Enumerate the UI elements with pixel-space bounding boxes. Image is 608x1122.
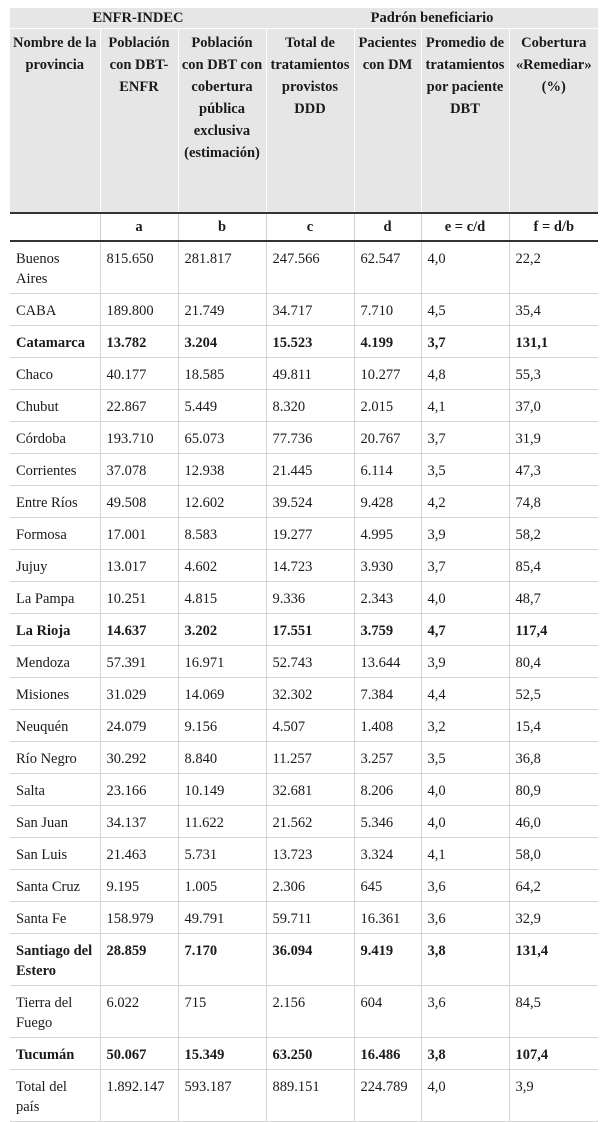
cell-cobertura: 58,0 (509, 838, 598, 870)
cell-provincia: San Luis (10, 838, 100, 870)
table-row (10, 241, 598, 294)
cell-promedio: 4,1 (421, 390, 509, 422)
table-row (10, 294, 598, 326)
cell-poblacion-cobertura: 14.069 (178, 678, 266, 710)
cell-promedio: 4,0 (421, 241, 509, 294)
cell-pacientes: 9.428 (354, 486, 421, 518)
table-row (10, 550, 598, 582)
table-body (10, 241, 598, 1122)
group-header-enfr: ENFR-INDEC (10, 8, 266, 29)
cell-tratamientos: 49.811 (266, 358, 354, 390)
cell-poblacion-dbt: 10.251 (100, 582, 178, 614)
cell-tratamientos: 17.551 (266, 614, 354, 646)
cell-promedio: 3,6 (421, 986, 509, 1038)
cell-promedio: 4,8 (421, 358, 509, 390)
cell-pacientes: 7.384 (354, 678, 421, 710)
cell-provincia: Neuquén (10, 710, 100, 742)
column-header-poblacion-cobertura: Población con DBT con cobertura pública exclusiva (estimación) (178, 29, 266, 214)
cell-cobertura: 15,4 (509, 710, 598, 742)
cell-poblacion-dbt: 13.782 (100, 326, 178, 358)
cell-pacientes: 16.486 (354, 1038, 421, 1070)
cell-pacientes: 604 (354, 986, 421, 1038)
cell-poblacion-dbt: 9.195 (100, 870, 178, 902)
cell-provincia: Entre Ríos (10, 486, 100, 518)
cell-poblacion-cobertura: 12.602 (178, 486, 266, 518)
cell-provincia: Tierra del Fuego (10, 986, 100, 1038)
table-row (10, 518, 598, 550)
cell-tratamientos: 21.445 (266, 454, 354, 486)
cell-pacientes: 3.257 (354, 742, 421, 774)
cell-poblacion-dbt: 30.292 (100, 742, 178, 774)
cell-provincia: La Rioja (10, 614, 100, 646)
cell-promedio: 4,1 (421, 838, 509, 870)
table-row (10, 806, 598, 838)
cell-poblacion-dbt: 34.137 (100, 806, 178, 838)
column-header-tratamientos: Total de tratamientos provistos DDD (266, 29, 354, 214)
cell-poblacion-cobertura: 8.583 (178, 518, 266, 550)
cell-promedio: 3,7 (421, 550, 509, 582)
table-row (10, 1038, 598, 1070)
cell-tratamientos: 14.723 (266, 550, 354, 582)
cell-poblacion-dbt: 24.079 (100, 710, 178, 742)
cell-provincia: Misiones (10, 678, 100, 710)
column-header-pacientes: Pacientes con DM (354, 29, 421, 214)
cell-pacientes: 2.343 (354, 582, 421, 614)
cell-tratamientos: 9.336 (266, 582, 354, 614)
cell-provincia: Santiago del Estero (10, 934, 100, 986)
group-header-padron: Padrón beneficiario (266, 8, 598, 29)
cell-tratamientos: 39.524 (266, 486, 354, 518)
cell-poblacion-cobertura: 8.840 (178, 742, 266, 774)
table-row (10, 326, 598, 358)
table-row (10, 614, 598, 646)
cell-provincia: Santa Cruz (10, 870, 100, 902)
letter-header: d (354, 213, 421, 241)
cell-poblacion-cobertura: 18.585 (178, 358, 266, 390)
cell-tratamientos: 32.681 (266, 774, 354, 806)
column-header-poblacion-dbt: Población con DBT-ENFR (100, 29, 178, 214)
cell-poblacion-cobertura: 4.815 (178, 582, 266, 614)
cell-poblacion-dbt: 23.166 (100, 774, 178, 806)
cell-pacientes: 16.361 (354, 902, 421, 934)
cell-tratamientos: 2.306 (266, 870, 354, 902)
cell-cobertura: 55,3 (509, 358, 598, 390)
cell-cobertura: 36,8 (509, 742, 598, 774)
cell-pacientes: 1.408 (354, 710, 421, 742)
cell-tratamientos: 52.743 (266, 646, 354, 678)
table-row (10, 358, 598, 390)
letter-header: c (266, 213, 354, 241)
cell-pacientes: 224.789 (354, 1070, 421, 1122)
data-table (10, 8, 598, 1122)
cell-poblacion-cobertura: 16.971 (178, 646, 266, 678)
cell-cobertura: 35,4 (509, 294, 598, 326)
cell-poblacion-cobertura: 12.938 (178, 454, 266, 486)
table-row (10, 986, 598, 1038)
cell-promedio: 3,8 (421, 1038, 509, 1070)
letter-header (10, 213, 100, 241)
cell-pacientes: 62.547 (354, 241, 421, 294)
cell-poblacion-cobertura: 281.817 (178, 241, 266, 294)
table-row (10, 582, 598, 614)
cell-cobertura: 64,2 (509, 870, 598, 902)
cell-promedio: 4,4 (421, 678, 509, 710)
cell-cobertura: 80,9 (509, 774, 598, 806)
table-row (10, 870, 598, 902)
cell-provincia: CABA (10, 294, 100, 326)
cell-poblacion-cobertura: 5.731 (178, 838, 266, 870)
cell-poblacion-cobertura: 7.170 (178, 934, 266, 986)
cell-cobertura: 80,4 (509, 646, 598, 678)
table-row (10, 710, 598, 742)
cell-pacientes: 3.759 (354, 614, 421, 646)
cell-tratamientos: 63.250 (266, 1038, 354, 1070)
cell-poblacion-dbt: 28.859 (100, 934, 178, 986)
cell-pacientes: 645 (354, 870, 421, 902)
group-header-row (10, 8, 598, 29)
cell-provincia: Salta (10, 774, 100, 806)
cell-pacientes: 3.324 (354, 838, 421, 870)
table-row (10, 454, 598, 486)
cell-tratamientos: 21.562 (266, 806, 354, 838)
cell-promedio: 4,5 (421, 294, 509, 326)
cell-tratamientos: 247.566 (266, 241, 354, 294)
cell-pacientes: 4.995 (354, 518, 421, 550)
cell-cobertura: 48,7 (509, 582, 598, 614)
cell-cobertura: 22,2 (509, 241, 598, 294)
cell-promedio: 3,9 (421, 518, 509, 550)
cell-poblacion-dbt: 50.067 (100, 1038, 178, 1070)
column-header-cobertura: Cobertura «Remediar» (%) (509, 29, 598, 214)
cell-provincia: Total del país (10, 1070, 100, 1122)
cell-provincia: Corrientes (10, 454, 100, 486)
cell-promedio: 3,7 (421, 326, 509, 358)
cell-provincia: Chubut (10, 390, 100, 422)
cell-tratamientos: 889.151 (266, 1070, 354, 1122)
table-row (10, 646, 598, 678)
cell-tratamientos: 4.507 (266, 710, 354, 742)
cell-cobertura: 3,9 (509, 1070, 598, 1122)
cell-tratamientos: 36.094 (266, 934, 354, 986)
cell-provincia: Buenos Aires (10, 241, 100, 294)
cell-cobertura: 74,8 (509, 486, 598, 518)
cell-cobertura: 131,4 (509, 934, 598, 986)
column-header-row (10, 29, 598, 214)
cell-provincia: Formosa (10, 518, 100, 550)
cell-poblacion-cobertura: 715 (178, 986, 266, 1038)
cell-poblacion-dbt: 815.650 (100, 241, 178, 294)
cell-poblacion-dbt: 193.710 (100, 422, 178, 454)
cell-tratamientos: 2.156 (266, 986, 354, 1038)
table-row (10, 678, 598, 710)
cell-poblacion-cobertura: 21.749 (178, 294, 266, 326)
cell-provincia: Santa Fe (10, 902, 100, 934)
cell-pacientes: 9.419 (354, 934, 421, 986)
cell-poblacion-dbt: 158.979 (100, 902, 178, 934)
cell-promedio: 3,8 (421, 934, 509, 986)
cell-poblacion-dbt: 21.463 (100, 838, 178, 870)
table-row (10, 838, 598, 870)
cell-tratamientos: 34.717 (266, 294, 354, 326)
letter-header: b (178, 213, 266, 241)
cell-provincia: Río Negro (10, 742, 100, 774)
cell-promedio: 3,6 (421, 870, 509, 902)
cell-poblacion-dbt: 37.078 (100, 454, 178, 486)
cell-promedio: 4,0 (421, 806, 509, 838)
cell-pacientes: 4.199 (354, 326, 421, 358)
cell-provincia: Catamarca (10, 326, 100, 358)
cell-provincia: Tucumán (10, 1038, 100, 1070)
letter-header: f = d/b (509, 213, 598, 241)
cell-pacientes: 2.015 (354, 390, 421, 422)
table-row (10, 422, 598, 454)
cell-poblacion-dbt: 13.017 (100, 550, 178, 582)
cell-provincia: Mendoza (10, 646, 100, 678)
cell-poblacion-dbt: 17.001 (100, 518, 178, 550)
cell-provincia: Chaco (10, 358, 100, 390)
cell-promedio: 3,2 (421, 710, 509, 742)
cell-promedio: 3,9 (421, 646, 509, 678)
cell-tratamientos: 8.320 (266, 390, 354, 422)
table-row (10, 1070, 598, 1122)
cell-pacientes: 8.206 (354, 774, 421, 806)
cell-pacientes: 13.644 (354, 646, 421, 678)
cell-cobertura: 46,0 (509, 806, 598, 838)
cell-promedio: 4,7 (421, 614, 509, 646)
cell-promedio: 3,7 (421, 422, 509, 454)
cell-cobertura: 31,9 (509, 422, 598, 454)
table-row (10, 902, 598, 934)
cell-promedio: 3,5 (421, 742, 509, 774)
cell-tratamientos: 77.736 (266, 422, 354, 454)
cell-promedio: 4,0 (421, 1070, 509, 1122)
cell-poblacion-dbt: 14.637 (100, 614, 178, 646)
cell-promedio: 4,0 (421, 774, 509, 806)
cell-tratamientos: 11.257 (266, 742, 354, 774)
cell-provincia: Jujuy (10, 550, 100, 582)
cell-pacientes: 10.277 (354, 358, 421, 390)
cell-poblacion-dbt: 6.022 (100, 986, 178, 1038)
letter-header-row (10, 213, 598, 241)
cell-promedio: 4,2 (421, 486, 509, 518)
cell-cobertura: 131,1 (509, 326, 598, 358)
cell-poblacion-dbt: 40.177 (100, 358, 178, 390)
table-row (10, 934, 598, 986)
cell-provincia: San Juan (10, 806, 100, 838)
table-row (10, 774, 598, 806)
cell-cobertura: 117,4 (509, 614, 598, 646)
cell-poblacion-dbt: 22.867 (100, 390, 178, 422)
cell-poblacion-cobertura: 11.622 (178, 806, 266, 838)
table-row (10, 390, 598, 422)
cell-pacientes: 6.114 (354, 454, 421, 486)
cell-poblacion-cobertura: 4.602 (178, 550, 266, 582)
cell-poblacion-cobertura: 593.187 (178, 1070, 266, 1122)
cell-cobertura: 85,4 (509, 550, 598, 582)
cell-poblacion-cobertura: 3.202 (178, 614, 266, 646)
cell-promedio: 3,6 (421, 902, 509, 934)
cell-cobertura: 32,9 (509, 902, 598, 934)
cell-tratamientos: 13.723 (266, 838, 354, 870)
cell-poblacion-cobertura: 9.156 (178, 710, 266, 742)
cell-poblacion-dbt: 189.800 (100, 294, 178, 326)
cell-poblacion-cobertura: 10.149 (178, 774, 266, 806)
cell-tratamientos: 59.711 (266, 902, 354, 934)
cell-poblacion-cobertura: 49.791 (178, 902, 266, 934)
cell-poblacion-dbt: 57.391 (100, 646, 178, 678)
letter-header: a (100, 213, 178, 241)
cell-cobertura: 37,0 (509, 390, 598, 422)
cell-poblacion-cobertura: 15.349 (178, 1038, 266, 1070)
cell-poblacion-cobertura: 65.073 (178, 422, 266, 454)
table-row (10, 486, 598, 518)
cell-poblacion-cobertura: 5.449 (178, 390, 266, 422)
cell-tratamientos: 15.523 (266, 326, 354, 358)
letter-header: e = c/d (421, 213, 509, 241)
cell-poblacion-dbt: 31.029 (100, 678, 178, 710)
cell-cobertura: 52,5 (509, 678, 598, 710)
cell-poblacion-dbt: 1.892.147 (100, 1070, 178, 1122)
cell-poblacion-cobertura: 1.005 (178, 870, 266, 902)
cell-cobertura: 84,5 (509, 986, 598, 1038)
cell-poblacion-cobertura: 3.204 (178, 326, 266, 358)
cell-tratamientos: 32.302 (266, 678, 354, 710)
cell-promedio: 4,0 (421, 582, 509, 614)
cell-poblacion-dbt: 49.508 (100, 486, 178, 518)
cell-promedio: 3,5 (421, 454, 509, 486)
cell-tratamientos: 19.277 (266, 518, 354, 550)
cell-pacientes: 7.710 (354, 294, 421, 326)
column-header-provincia: Nombre de la provincia (10, 29, 100, 214)
table-row (10, 742, 598, 774)
column-header-promedio: Promedio de tratamientos por paciente DBT (421, 29, 509, 214)
cell-provincia: La Pampa (10, 582, 100, 614)
cell-cobertura: 47,3 (509, 454, 598, 486)
cell-pacientes: 5.346 (354, 806, 421, 838)
cell-pacientes: 3.930 (354, 550, 421, 582)
cell-cobertura: 107,4 (509, 1038, 598, 1070)
cell-provincia: Córdoba (10, 422, 100, 454)
cell-cobertura: 58,2 (509, 518, 598, 550)
cell-pacientes: 20.767 (354, 422, 421, 454)
table-header (10, 8, 598, 241)
